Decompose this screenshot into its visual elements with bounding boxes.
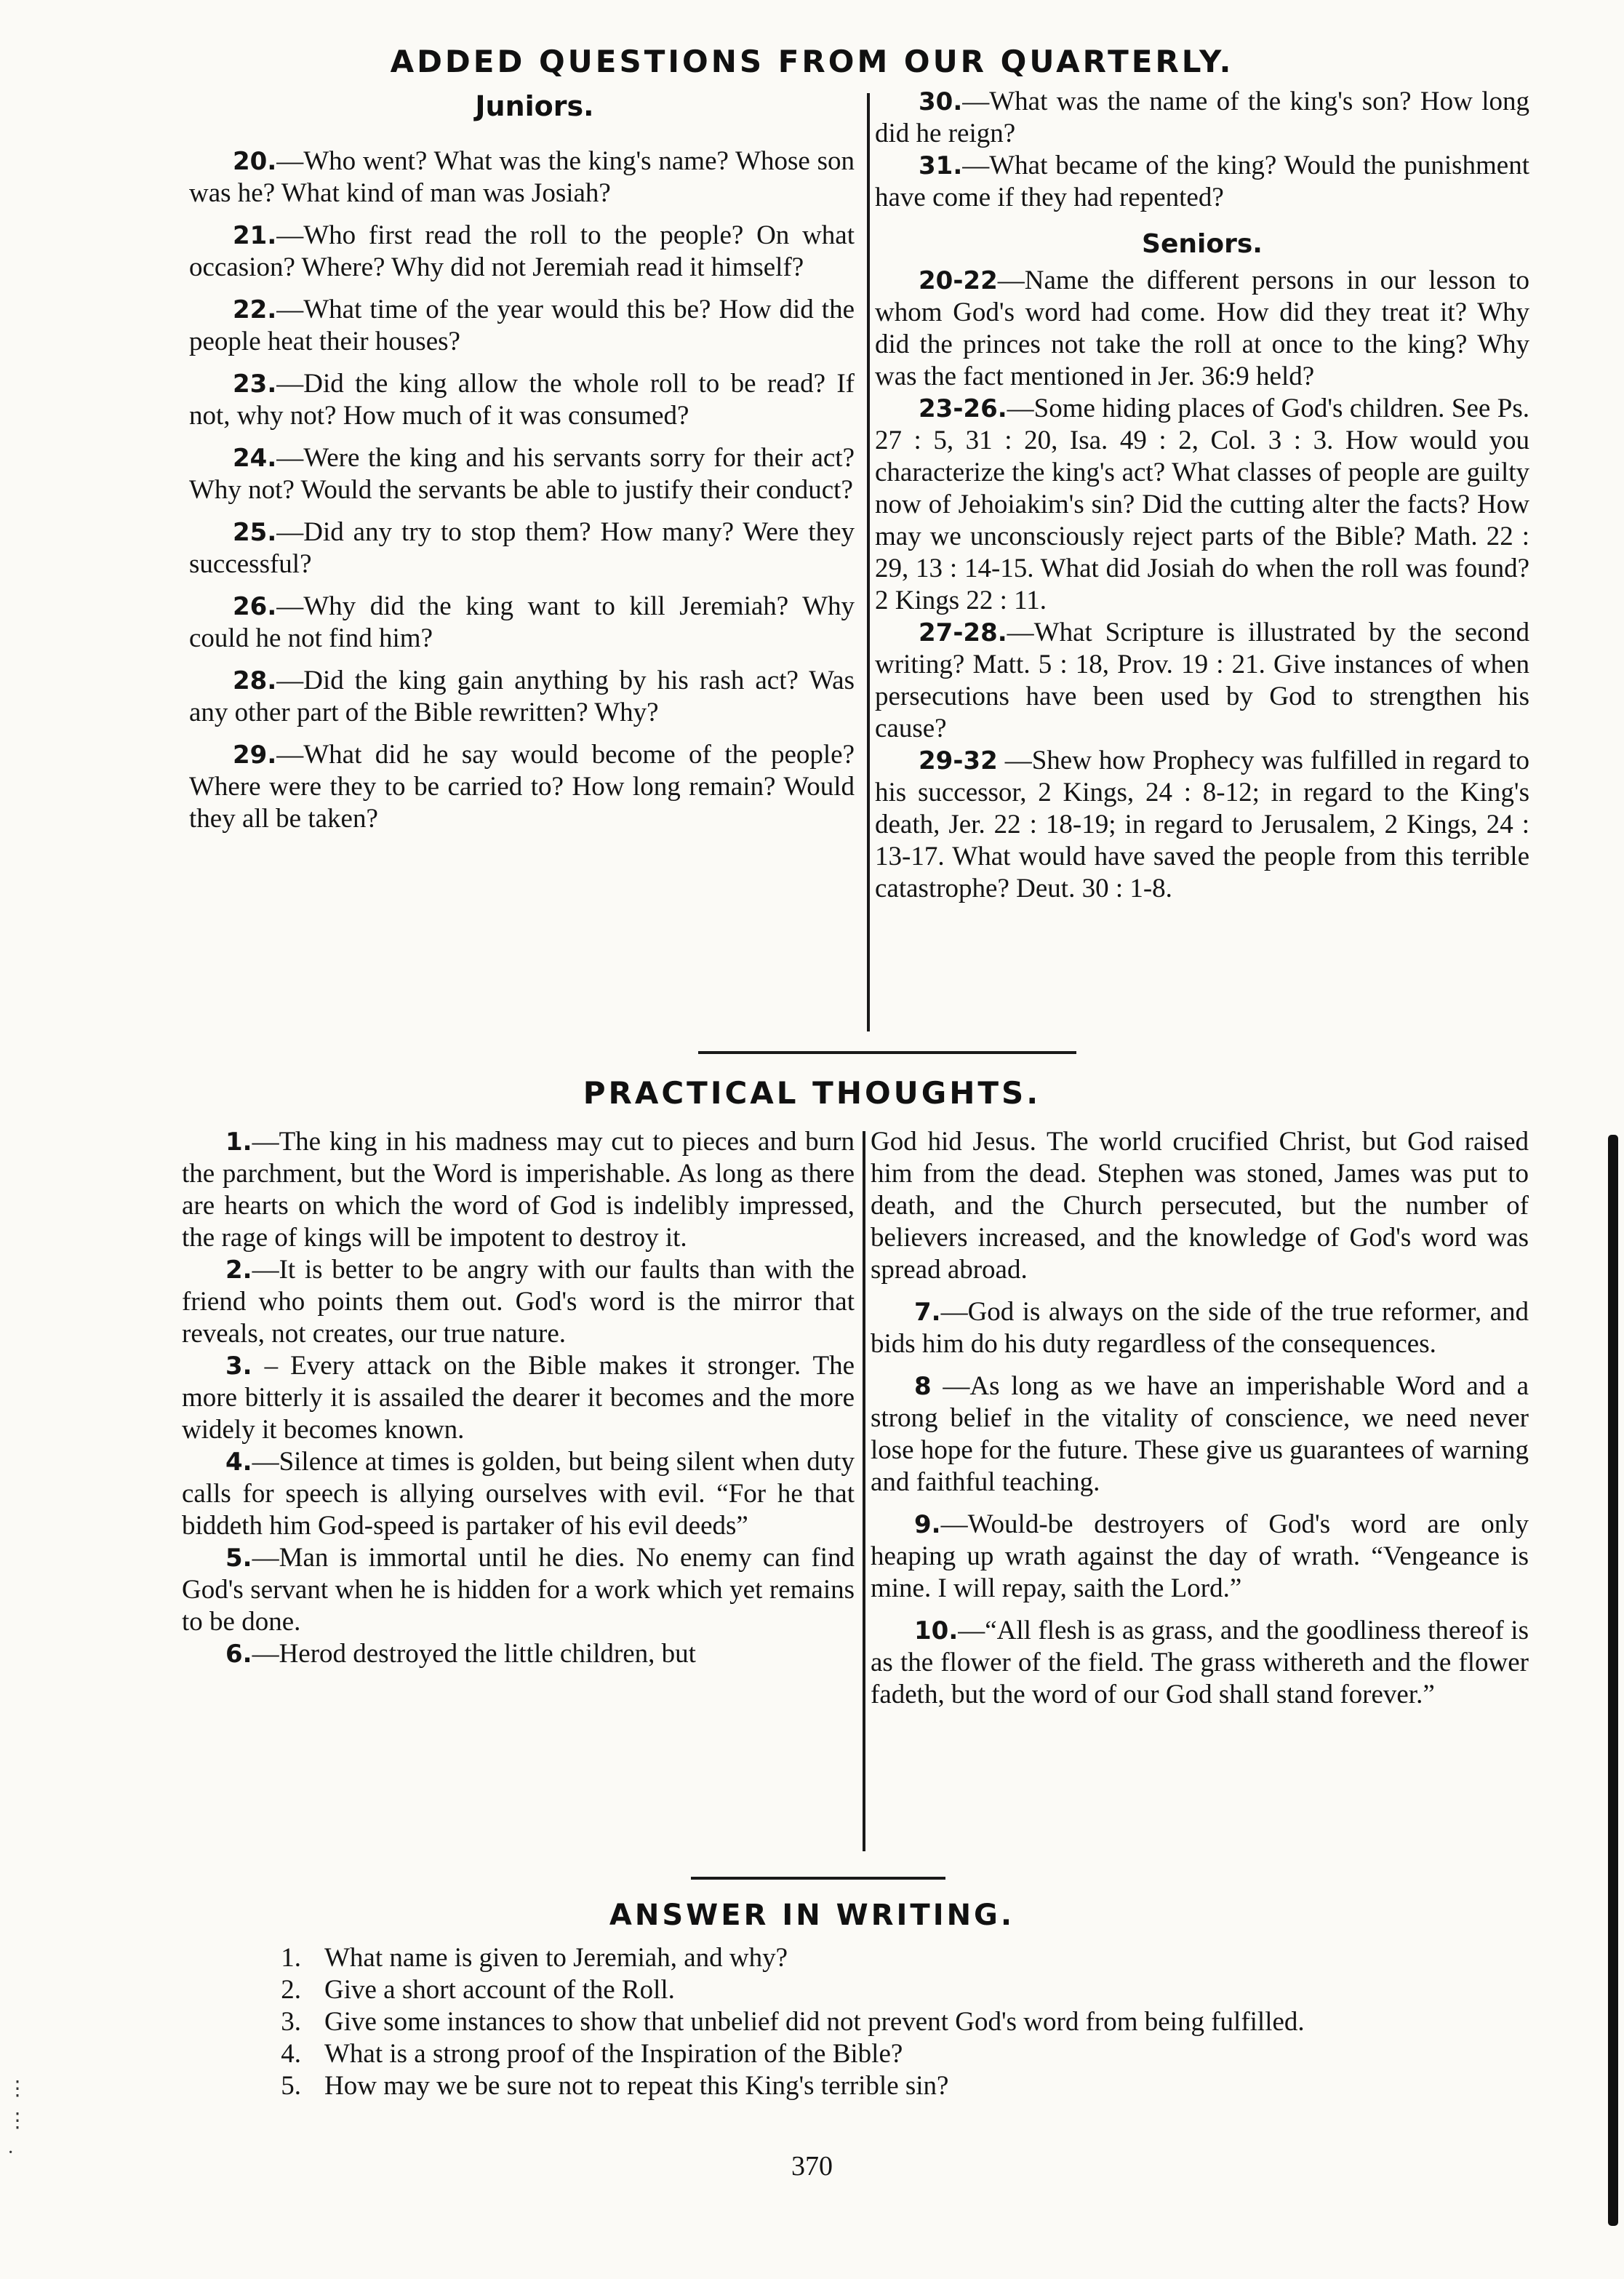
answer-item: 4. What is a strong proof of the Inspiration of the Bible?: [281, 2039, 903, 2069]
answer-item: 5. How may we be sure not to repeat this King's terrible sin?: [281, 2071, 949, 2101]
question-item: 25.—Did any try to stop them? How many? Were they successful?: [189, 517, 855, 579]
practical-right-column: [871, 1126, 1529, 1711]
answer-heading: ANSWER IN WRITING.: [609, 1899, 1015, 1932]
question-item: 20-22—Name the different persons in our lesson to whom God's word had come. How did they treat it? Why did the princes not take the roll at once to the king? Why was the fact mentioned in Jer. 36:9 held?: [875, 266, 1529, 391]
question-item: 27-28.—What Scripture is illustrated by the second writing? Matt. 5 : 18, Prov. 19 : 21. Give instances of when persecutions have been used by God to strengthen his cause?: [875, 618, 1529, 743]
question-item: 26.—Why did the king want to kill Jeremiah? Why could he not find him?: [189, 591, 855, 653]
seniors-heading: Seniors.: [1142, 229, 1263, 259]
section-divider: [698, 1051, 1076, 1054]
question-item: 22.—What time of the year would this be? How did the people heat their houses?: [189, 295, 855, 356]
question-item: 24.—Were the king and his servants sorry for their act? Why not? Would the servants be able to justify their conduct?: [189, 443, 855, 505]
question-item: 29-32 —Shew how Prophecy was fulfilled in regard to his successor, 2 Kings, 24 : 8-12; in regard to the King's death, Jer. 22 : 18-19; in regard to Jerusalem, 2 Kings, 24 : 13-17. What would have saved the people from this terrible catastrophe? Deut. 30 : 1-8.: [875, 746, 1529, 903]
thought-item: 2.—It is better to be angry with our faults than with the friend who points them out. God's word is the mirror that reveals, not creates, our true nature.: [182, 1255, 855, 1349]
thought-item: 3. – Every attack on the Bible makes it stronger. The more bitterly it is assailed the dearer it becomes and the more widely it becomes known.: [182, 1351, 855, 1445]
juniors-heading: Juniors.: [475, 90, 594, 122]
thought-item: God hid Jesus. The world crucified Christ, but God raised him from the dead. Stephen was stoned, James was put to death, and the Church persecuted, but the number of believers increased, and the knowledge of God's word was spread abroad.: [871, 1127, 1529, 1285]
practical-left-column: [182, 1126, 855, 1670]
question-item: 31.—What became of the king? Would the punishment have come if they had repented?: [875, 151, 1529, 212]
practical-heading: PRACTICAL THOUGHTS.: [583, 1075, 1041, 1111]
question-item: 28.—Did the king gain anything by his rash act? Was any other part of the Bible rewritten? Why?: [189, 666, 855, 727]
thought-item: 1.—The king in his madness may cut to pieces and burn the parchment, but the Word is imperishable. As long as there are hearts on which the word of God is indelibly impressed, the rage of kings will be impotent to destroy it.: [182, 1127, 855, 1253]
answer-item: 2. Give a short account of the Roll.: [281, 1975, 675, 2005]
question-item: 29.—What did he say would become of the people? Where were they to be carried to? How long remain? Would they all be taken?: [189, 740, 855, 834]
page-number: 370: [791, 2151, 833, 2182]
answer-item: 3. Give some instances to show that unbelief did not prevent God's word from being fulfilled.: [281, 2007, 1305, 2037]
questions-heading: ADDED QUESTIONS FROM OUR QUARTERLY.: [390, 44, 1234, 79]
question-item: 21.—Who first read the roll to the people? On what occasion? Where? Why did not Jeremiah read it himself?: [189, 220, 855, 282]
question-item: 30.—What was the name of the king's son? How long did he reign?: [875, 87, 1529, 148]
thought-item: 6.—Herod destroyed the little children, but: [225, 1639, 696, 1669]
thought-item: 8 —As long as we have an imperishable Word and a strong belief in the vitality of conscience, we need never lose hope for the future. These give us guarantees of warning and faithful teaching.: [871, 1371, 1529, 1497]
thought-item: 10.—“All flesh is as grass, and the goodliness thereof is as the flower of the field. The grass withereth and the flower fadeth, but the word of our God shall stand forever.”: [871, 1616, 1529, 1709]
thought-item: 9.—Would-be destroyers of God's word are only heaping up wrath against the day of wrath. “Vengeance is mine. I will repay, saith the Lord.”: [871, 1509, 1529, 1603]
answer-list: [240, 1942, 1549, 2102]
juniors-column: [189, 145, 855, 835]
column-divider: [863, 1131, 865, 1851]
answer-item: 1. What name is given to Jeremiah, and why?: [281, 1943, 788, 1973]
column-divider: [867, 93, 870, 1031]
question-item: 20.—Who went? What was the king's name? Whose son was he? What kind of man was Josiah?: [189, 146, 855, 208]
scan-specks: ⋮ ⋮ ·: [7, 2078, 28, 2164]
section-divider: [691, 1877, 945, 1880]
thought-item: 7.—God is always on the side of the true reformer, and bids him do his duty regardless of the consequences.: [871, 1297, 1529, 1359]
binding-edge: [1608, 1135, 1618, 2226]
question-item: 23.—Did the king allow the whole roll to be read? If not, why not? How much of it was consumed?: [189, 369, 855, 431]
question-item: 23-26.—Some hiding places of God's children. See Ps. 27 : 5, 31 : 20, Isa. 49 : 2, Col. 3 : 3. How would you characterize the king's act? What classes of people are guilty now of Jehoiakim's sin? Did the cutting alter the facts? How may we unconsciously reject parts of the Bible? Math. 22 : 29, 13 : 14-15. What did Josiah do when the roll was found? 2 Kings 22 : 11.: [875, 394, 1529, 615]
thought-item: 5.—Man is immortal until he dies. No enemy can find God's servant when he is hidden for a work which yet remains to be done.: [182, 1543, 855, 1637]
right-question-column: [875, 86, 1529, 905]
thought-item: 4.—Silence at times is golden, but being silent when duty calls for speech is allying ourselves with evil. “For he that biddeth him God-speed is partaker of his evil deeds”: [182, 1447, 855, 1541]
